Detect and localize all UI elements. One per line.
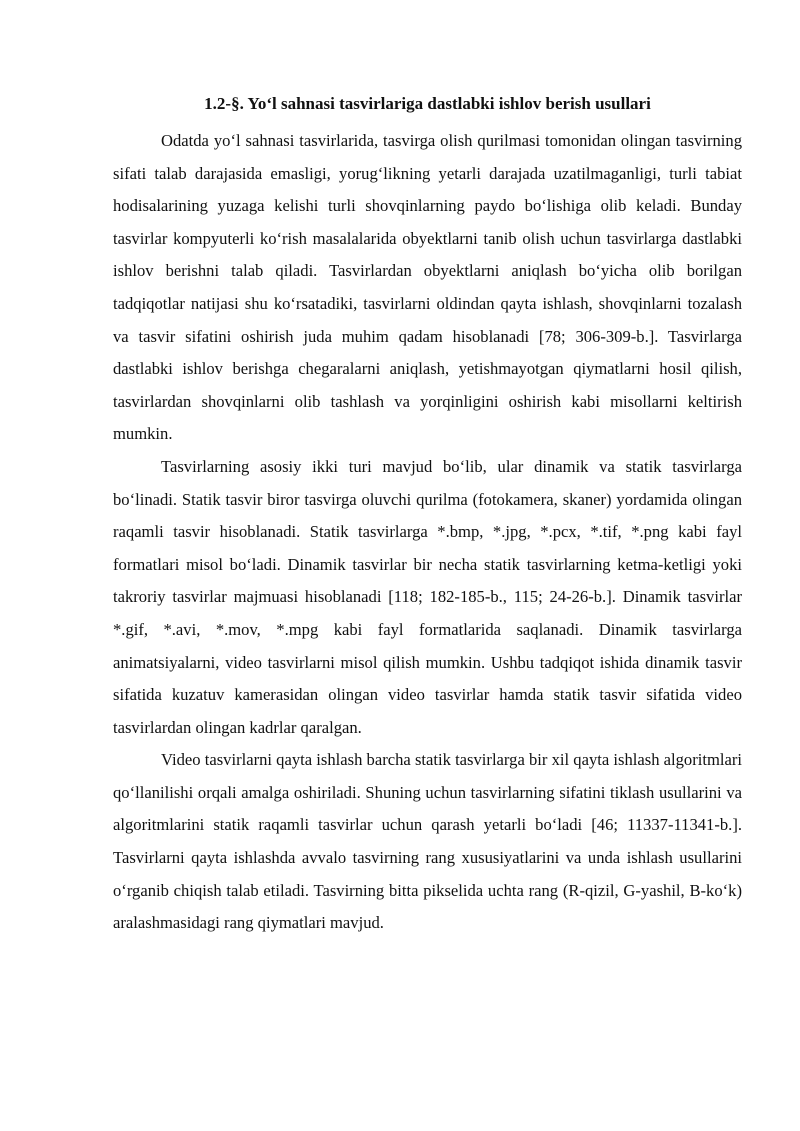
paragraph-1: Odatda yo‘l sahnasi tasvirlarida, tasvirga olish qurilmasi tomonidan olingan tasvirning sifati talab darajasida emasligi, yorug‘likning yetarli darajada uzatilmaganligi, turli tabiat hodisalarining yuzaga kelishi turli shovqinlarning paydo bo‘lishiga olib keladi. Bunday tasvirlar kompyuterli ko‘rish masalalarida obyektlarni tanib olish uchun tasvirlarga dastlabki ishlov berishni talab qiladi. Tasvirlardan obyektlarni aniqlash bo‘yicha olib borilgan tadqiqotlar natijasi shu ko‘rsatadiki, tasvirlarni oldindan qayta ishlash, shovqinlarni tozalash va tasvir sifatini oshirish juda muhim qadam hisoblanadi [78; 306-309-b.]. Tasvirlarga dastlabki ishlov berishga chegaralarni aniqlash, yetishmayotgan qiymatlarni hosil qilish, tasvirlardan shovqinlarni olib tashlash va yorqinligini oshirish kabi misollarni keltirish mumkin.: [113, 131, 742, 444]
paragraph-3: Video tasvirlarni qayta ishlash barcha statik tasvirlarga bir xil qayta ishlash algoritmlari qo‘llanilishi orqali amalga oshiriladi. Shuning uchun tasvirlarning sifatini tiklash usullarini va algoritmlarini statik raqamli tasvirlar uchun qarash yetarli bo‘ladi [46; 11337-11341-b.]. Tasvirlarni qayta ishlashda avvalo tasvirning rang xususiyatlarini va unda ishlash usullarini o‘rganib chiqish talab etiladi. Tasvirning bitta pikselida uchta rang (R-qizil, G-yashil, B-ko‘k) aralashmasidagi rang qiymatlari mavjud.: [113, 750, 742, 933]
paragraph-2: Tasvirlarning asosiy ikki turi mavjud bo‘lib, ular dinamik va statik tasvirlarga bo‘linadi. Statik tasvir biror tasvirga oluvchi qurilma (fotokamera, skaner) yordamida olingan raqamli tasvir hisoblanadi. Statik tasvirlarga *.bmp, *.jpg, *.pcx, *.tif, *.png kabi fayl formatlari misol bo‘ladi. Dinamik tasvirlar bir necha statik tasvirlarning ketma-ketligi yoki takroriy tasvirlar majmuasi hisoblanadi [118; 182-185-b., 115; 24-26-b.]. Dinamik tasvirlar *.gif, *.avi, *.mov, *.mpg kabi fayl formatlarida saqlanadi. Dinamik tasvirlarga animatsiyalarni, video tasvirlarni misol qilish mumkin. Ushbu tadqiqot ishida dinamik tasvir sifatida kuzatuv kamerasidan olingan video tasvirlar hamda statik tasvir sifatida video tasvirlardan olingan kadrlar qaralgan.: [113, 456, 742, 737]
document-page: [113, 92, 742, 940]
section-title: 1.2-§. Yo‘l sahnasi tasvirlariga dastlabki ishlov berish usullari: [204, 94, 651, 113]
